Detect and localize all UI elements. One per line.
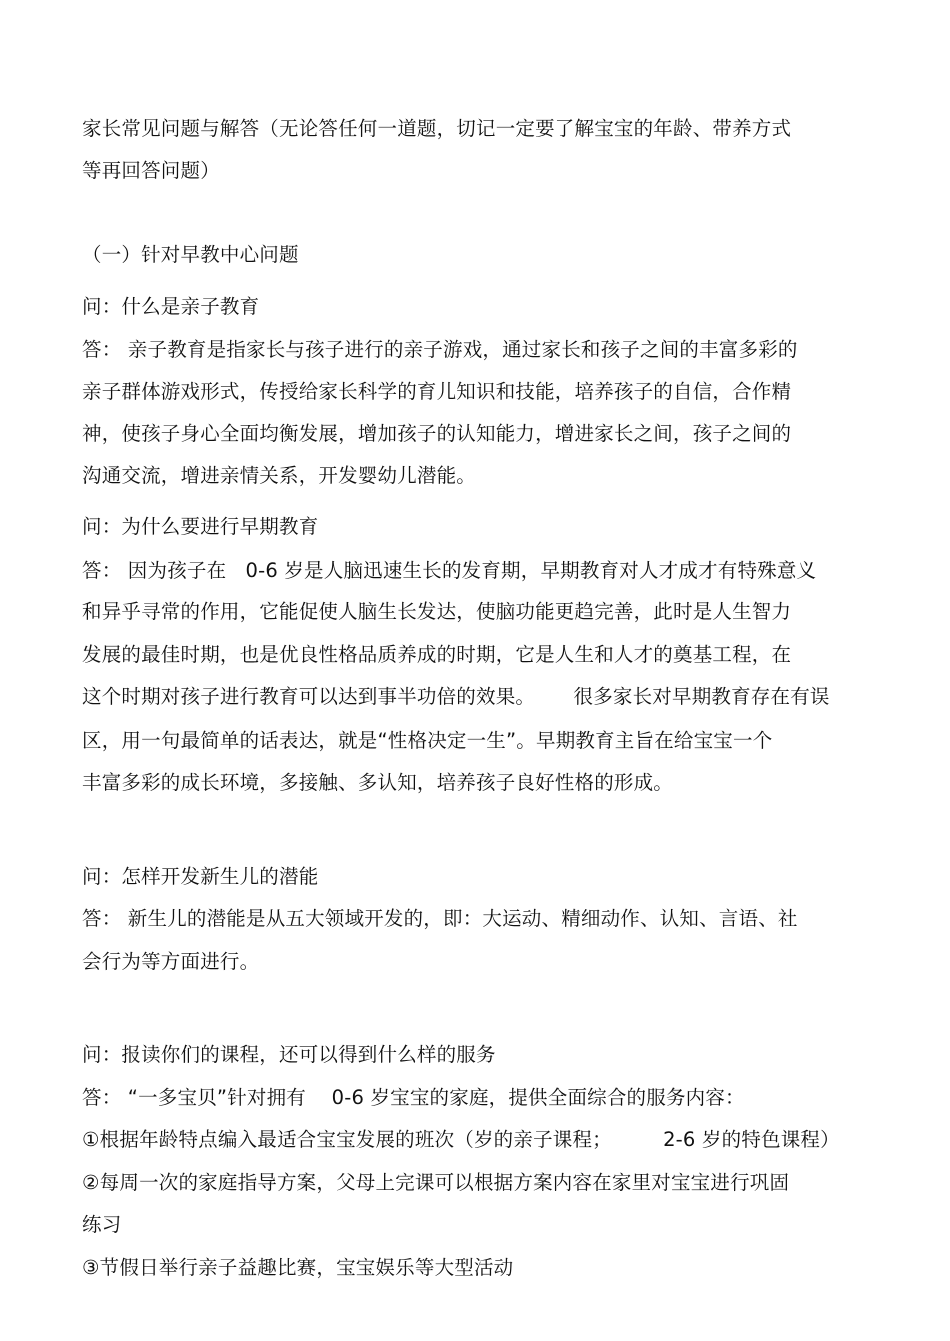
answer-2-line-3: 发展的最佳时期，也是优良性格品质养成的时期，它是人生和人才的奠基工程，在 — [82, 643, 792, 666]
answer-4-item-1: ①根据年龄特点编入最适合宝宝发展的班次（岁的亲子课程； 2-6 岁的特色课程） — [82, 1128, 840, 1151]
question-2: 问：为什么要进行早期教育 — [82, 515, 319, 538]
question-4: 问：报读你们的课程，还可以得到什么样的服务 — [82, 1043, 496, 1066]
answer-1-line-4: 沟通交流，增进亲情关系，开发婴幼儿潜能。 — [82, 464, 477, 487]
answer-2-line-4: 这个时期对孩子进行教育可以达到事半功倍的效果。 很多家长对早期教育存在有误 — [82, 685, 830, 708]
answer-2-line-1: 答： 因为孩子在 0-6 岁是人脑迅速生长的发育期，早期教育对人才成才有特殊意义 — [82, 559, 817, 582]
answer-2-line-6: 丰富多彩的成长环境，多接触、多认知，培养孩子良好性格的形成。 — [82, 771, 674, 794]
answer-1-line-1: 答： 亲子教育是指家长与孩子进行的亲子游戏，通过家长和孩子之间的丰富多彩的 — [82, 338, 798, 361]
answer-1-line-3: 神，使孩子身心全面均衡发展，增加孩子的认知能力，增进家长之间，孩子之间的 — [82, 422, 792, 445]
answer-3-line-1: 答： 新生儿的潜能是从五大领域开发的，即：大运动、精细动作、认知、言语、社 — [82, 907, 798, 930]
intro-line-1: 家长常见问题与解答（无论答任何一道题，切记一定要了解宝宝的年龄、带养方式 — [82, 117, 792, 140]
question-3: 问：怎样开发新生儿的潜能 — [82, 865, 319, 888]
answer-2-line-5: 区，用一句最简单的话表达，就是“性格决定一生”。早期教育主旨在给宝宝一个 — [82, 729, 773, 752]
answer-3-line-2: 会行为等方面进行。 — [82, 950, 260, 973]
answer-1-line-2: 亲子群体游戏形式，传授给家长科学的育儿知识和技能，培养孩子的自信，合作精 — [82, 380, 792, 403]
answer-4-item-3: ③节假日举行亲子益趣比赛，宝宝娱乐等大型活动 — [82, 1256, 514, 1279]
answer-2-line-2: 和异乎寻常的作用，它能促使人脑生长发达，使脑功能更趋完善，此时是人生智力 — [82, 600, 792, 623]
intro-line-2: 等再回答问题） — [82, 159, 220, 182]
answer-4-line-1: 答： “一多宝贝”针对拥有 0-6 岁宝宝的家庭，提供全面综合的服务内容： — [82, 1086, 745, 1109]
answer-4-item-2-line-1: ②每周一次的家庭指导方案，父母上完课可以根据方案内容在家里对宝宝进行巩固 — [82, 1171, 790, 1194]
answer-4-item-2-line-2: 练习 — [82, 1213, 122, 1236]
question-1: 问：什么是亲子教育 — [82, 295, 260, 318]
section-heading: （一）针对早教中心问题 — [82, 243, 299, 266]
